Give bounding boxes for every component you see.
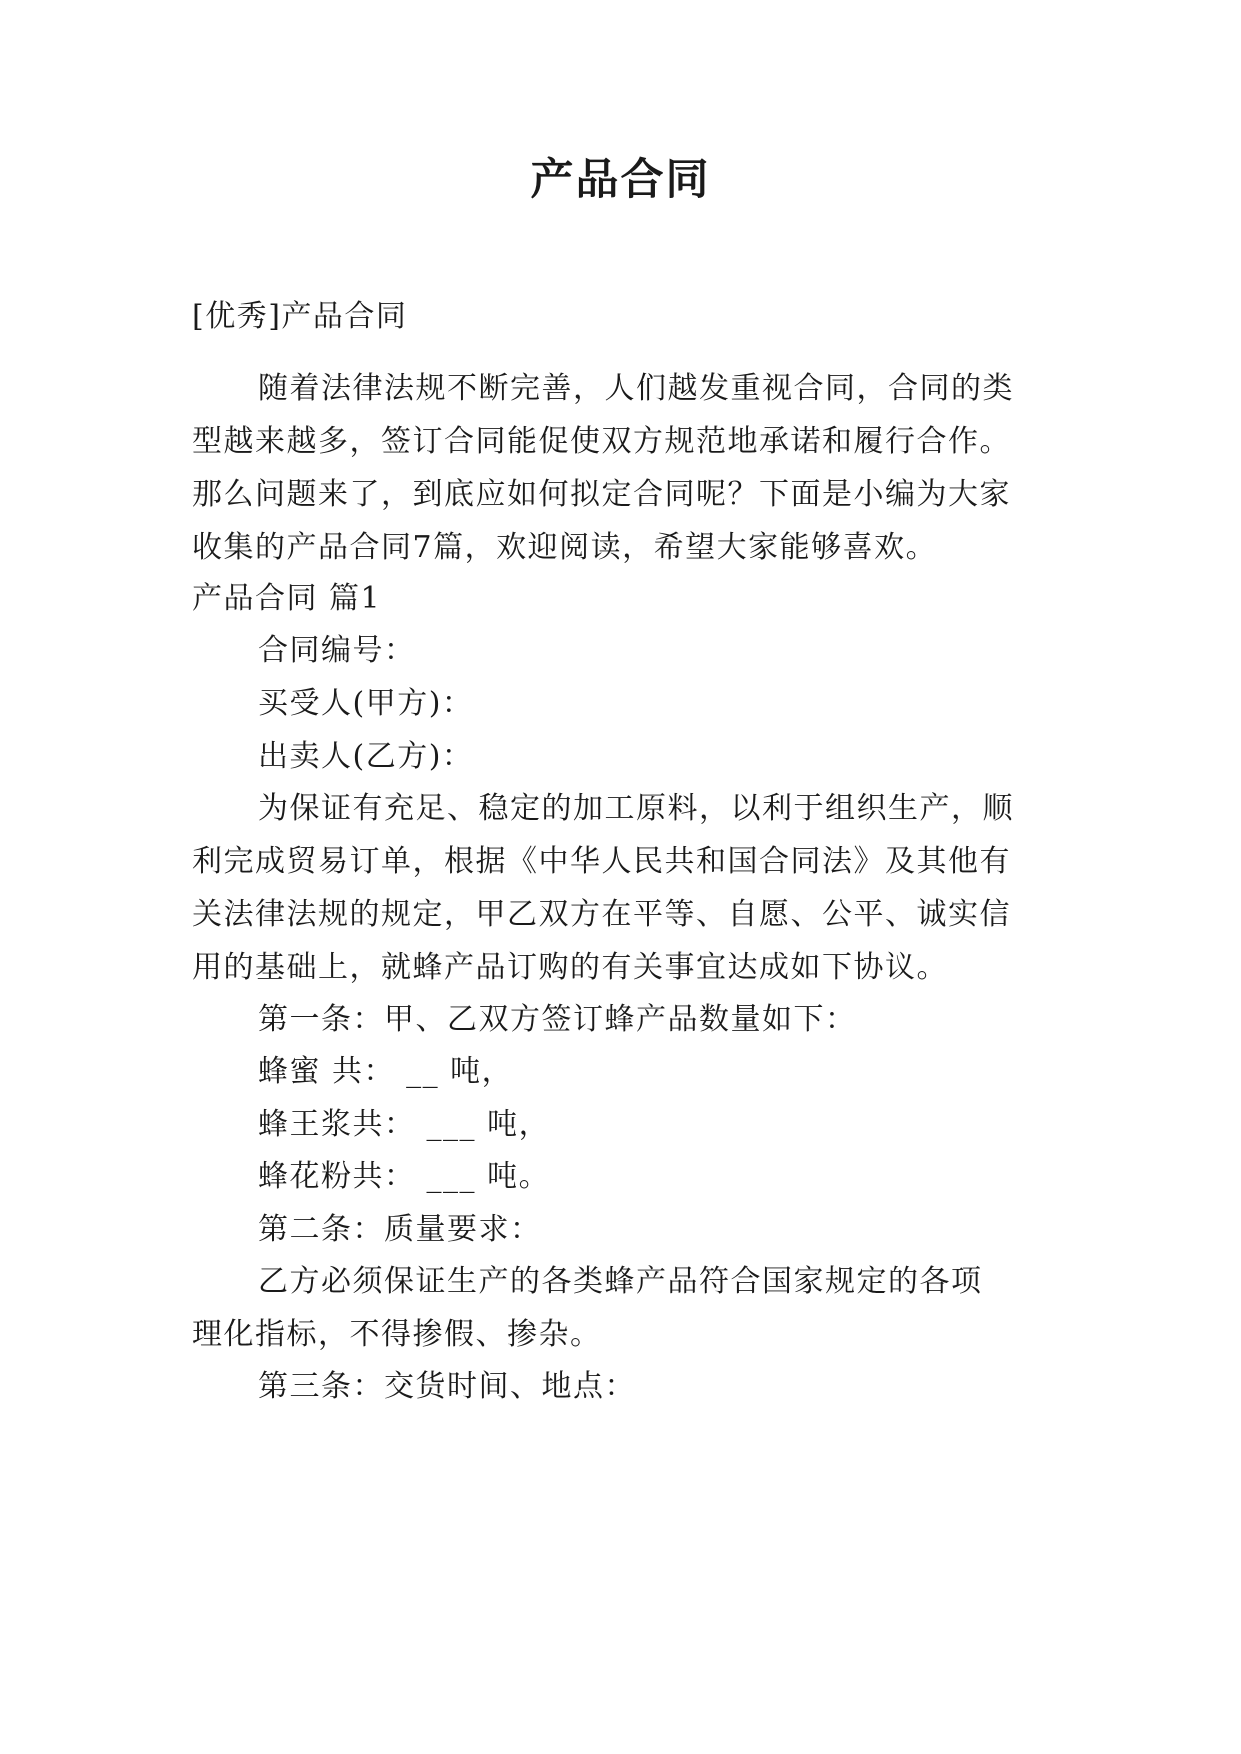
item-pollen: 蜂花粉共： ___ 吨。 (258, 1159, 551, 1194)
article-2-line-2: 理化指标，不得掺假、掺杂。 (192, 1317, 602, 1352)
article-2-heading: 第二条：质量要求： (258, 1212, 542, 1247)
document-title: 产品合同 (530, 155, 711, 205)
article-2-line-1: 乙方必须保证生产的各类蜂产品符合国家规定的各项 (258, 1264, 983, 1299)
intro-line-3: 那么问题来了，到底应如何拟定合同呢？下面是小编为大家 (192, 477, 1011, 512)
document-subtitle: [优秀]产品合同 (192, 299, 408, 334)
item-royal-jelly: 蜂王浆共： ___ 吨， (258, 1107, 551, 1142)
section-heading: 产品合同 篇1 (192, 581, 382, 616)
contract-number-label: 合同编号： (258, 633, 416, 668)
preamble-line-2: 利完成贸易订单，根据《中华人民共和国合同法》及其他有 (192, 844, 1011, 879)
seller-label: 出卖人(乙方)： (258, 739, 474, 774)
article-1-heading: 第一条：甲、乙双方签订蜂产品数量如下： (258, 1002, 857, 1037)
item-honey: 蜂蜜 共： __ 吨， (258, 1054, 514, 1089)
intro-line-1: 随着法律法规不断完善，人们越发重视合同，合同的类 (258, 371, 1014, 406)
intro-line-4: 收集的产品合同7篇，欢迎阅读，希望大家能够喜欢。 (192, 530, 938, 565)
buyer-label: 买受人(甲方)： (258, 686, 474, 721)
preamble-line-4: 用的基础上，就蜂产品订购的有关事宜达成如下协议。 (192, 950, 948, 985)
intro-line-2: 型越来越多，签订合同能促使双方规范地承诺和履行合作。 (192, 424, 1011, 459)
article-3-heading: 第三条：交货时间、地点： (258, 1369, 636, 1404)
preamble-line-3: 关法律法规的规定，甲乙双方在平等、自愿、公平、诚实信 (192, 897, 1011, 932)
preamble-line-1: 为保证有充足、稳定的加工原料，以利于组织生产，顺 (258, 791, 1014, 826)
